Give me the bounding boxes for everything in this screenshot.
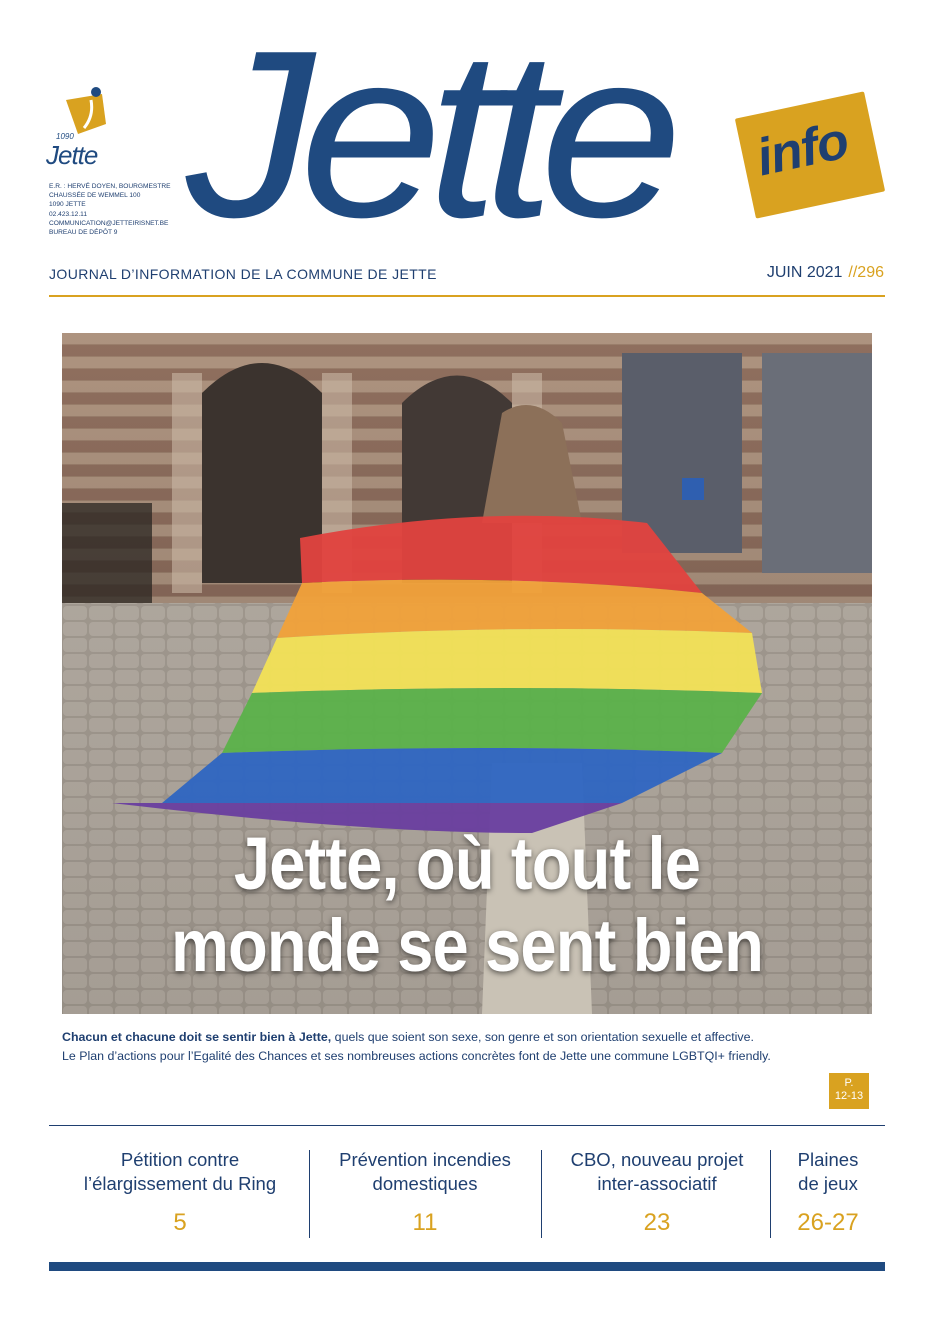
- issue-date: JUIN 2021: [766, 264, 843, 281]
- teaser-page: 11: [412, 1209, 438, 1236]
- intro-lead: Chacun et chacune doit se sentir bien à Jette,: [62, 1030, 332, 1044]
- logo-name: Jette: [46, 140, 98, 170]
- masthead-title: Jette: [186, 2, 668, 267]
- intro-text: quels que soient son sexe, son genre et son orientation sexuelle et affective.: [331, 1030, 754, 1044]
- cover-headline-line: Jette, où tout le: [233, 822, 701, 905]
- imprint-line: BUREAU DE DÉPÔT 9: [49, 229, 118, 237]
- teaser-title-line: de jeux: [798, 1173, 858, 1194]
- teaser-page: 5: [173, 1209, 187, 1236]
- imprint-line: 1090 JETTE: [49, 201, 86, 209]
- teaser-item: [310, 1148, 540, 1238]
- imprint-line: E.R. : HERVÉ DOYEN, BOURGMESTRE: [49, 183, 171, 190]
- teaser-title-line: CBO, nouveau projet: [570, 1149, 744, 1170]
- imprint-line: COMMUNICATION@JETTEIRISNET.BE: [49, 219, 169, 227]
- teaser-title: [542, 1148, 772, 1196]
- intro-text: Le Plan d’actions pour l’Egalité des Chances et ses nombreuses actions concrètes font de Jette une commune LGBTQI+ friendly.: [62, 1049, 771, 1063]
- imprint-line: CHAUSSÉE DE WEMMEL 100: [49, 192, 141, 200]
- tagline: JOURNAL D’INFORMATION DE LA COMMUNE DE JETTE: [49, 266, 437, 282]
- page-reference-badge: [829, 1073, 869, 1109]
- teaser-title-line: domestiques: [372, 1173, 478, 1194]
- info-badge: [735, 91, 885, 218]
- teaser-title-line: l’élargissement du Ring: [83, 1173, 277, 1194]
- teaser-item: [771, 1148, 885, 1238]
- issue-number: //296: [848, 264, 884, 281]
- jette-commune-logo-icon: [44, 86, 116, 136]
- page-reference-label: P.: [844, 1077, 854, 1089]
- cover-headline: [111, 823, 824, 987]
- teaser-title-line: Plaines: [797, 1149, 859, 1170]
- teaser-page: 26-27: [797, 1209, 859, 1236]
- teaser-item: [49, 1148, 311, 1238]
- commune-logo: [44, 86, 116, 172]
- teaser-title-line: inter-associatif: [597, 1173, 717, 1194]
- teaser-title: [310, 1148, 540, 1196]
- cover-photo: [62, 333, 872, 1014]
- header-divider: [49, 295, 885, 297]
- logo-postcode: 1090: [56, 132, 74, 141]
- teaser-title-line: Prévention incendies: [339, 1149, 511, 1170]
- info-badge-text: info: [751, 111, 854, 188]
- teaser-item: [542, 1148, 772, 1238]
- footer-bar: [49, 1262, 885, 1271]
- teasers-divider: [49, 1125, 885, 1126]
- teaser-title: [771, 1148, 885, 1196]
- page-reference-pages: 12-13: [834, 1090, 864, 1102]
- teaser-title-line: Pétition contre: [120, 1149, 240, 1170]
- teaser-title: [49, 1148, 311, 1196]
- imprint-line: 02.423.12.11: [49, 210, 88, 218]
- cover-intro: [62, 1028, 882, 1066]
- issue-info: [767, 264, 884, 282]
- teasers-row: [49, 1148, 885, 1240]
- cover-headline-line: monde se sent bien: [170, 904, 764, 987]
- teaser-page: 23: [643, 1209, 671, 1236]
